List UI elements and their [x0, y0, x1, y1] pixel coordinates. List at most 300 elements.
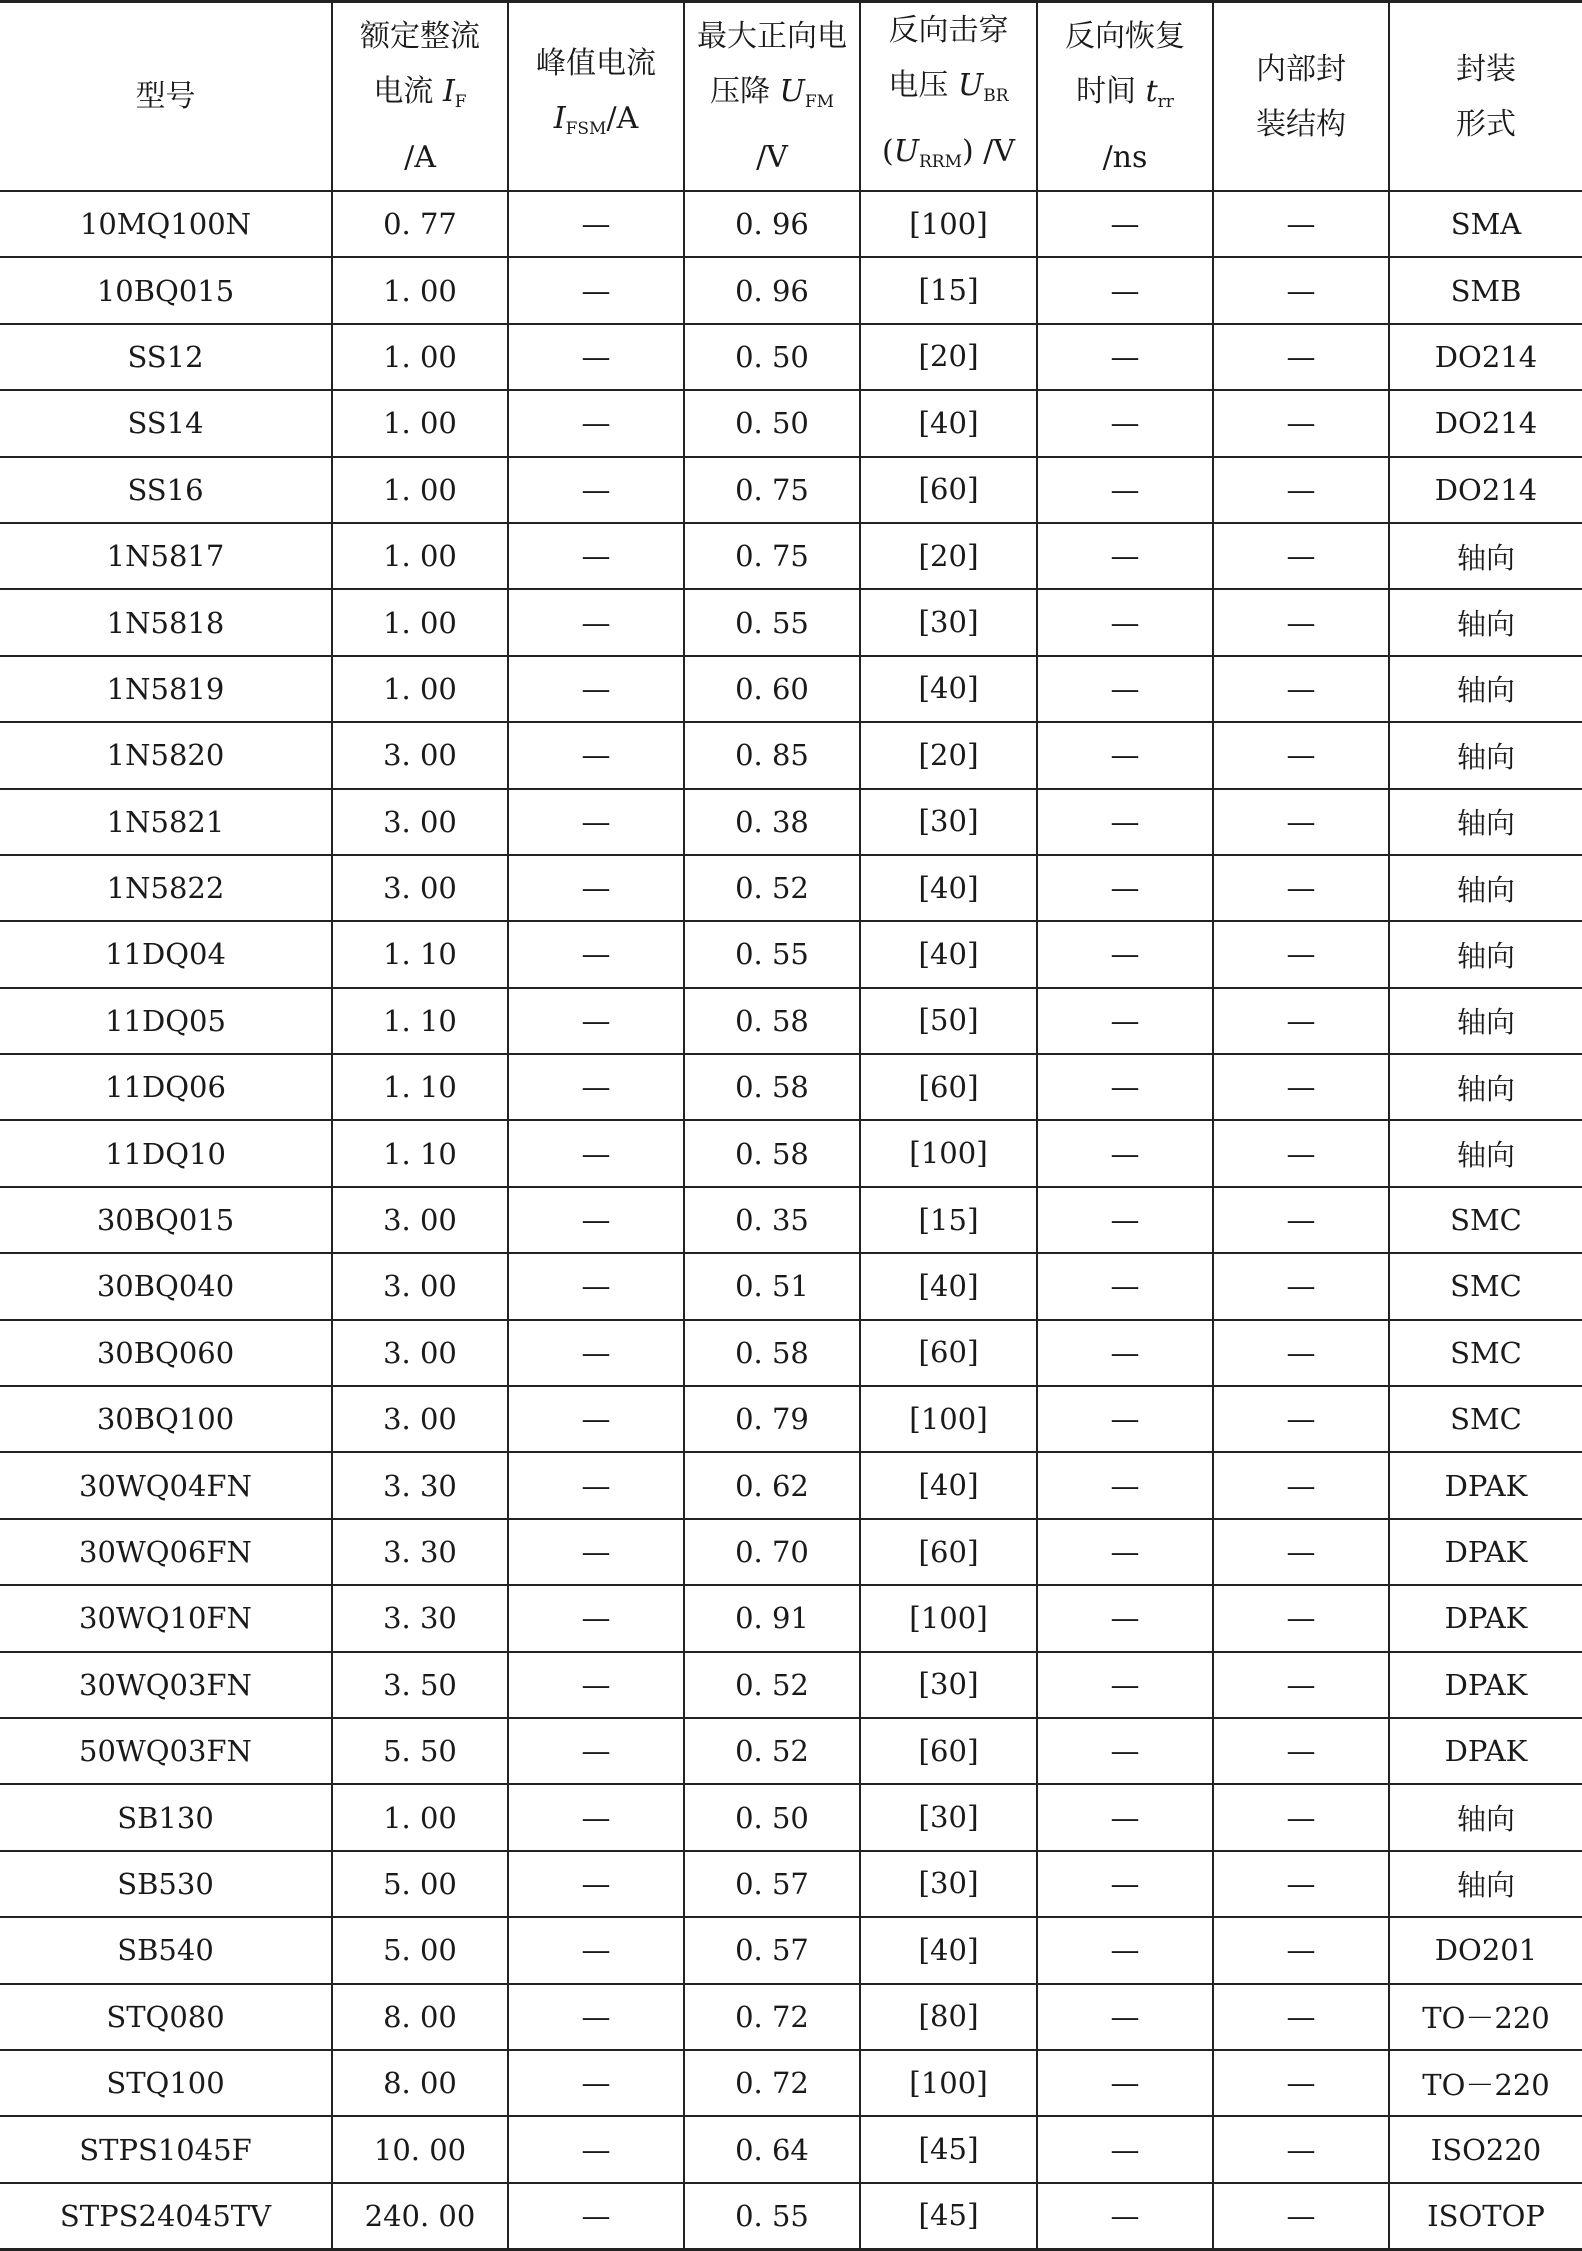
cell-recovery-time-value: — [1110, 1335, 1140, 1370]
cell-model [0, 390, 332, 456]
cell-internal-structure [1213, 988, 1389, 1054]
cell-rated-current [332, 324, 508, 390]
table-row [0, 257, 1582, 323]
cell-internal-structure-value: — [1286, 539, 1316, 574]
cell-rated-current [332, 390, 508, 456]
cell-model [0, 1652, 332, 1718]
cell-recovery-time [1037, 1784, 1213, 1850]
cell-rated-current-value: 5. 00 [383, 1866, 457, 1901]
cell-rated-current-value: 3. 00 [383, 1335, 457, 1370]
cell-peak-current [508, 1386, 684, 1452]
cell-peak-current-value: — [581, 273, 611, 308]
cell-peak-current-value: — [581, 2132, 611, 2167]
bracket-open: [ [918, 273, 931, 309]
bracket-close: ] [966, 1069, 979, 1105]
bracket-close: ] [966, 1202, 979, 1238]
cell-peak-current [508, 1784, 684, 1850]
cell-peak-current-value: — [581, 1535, 611, 1569]
header-package-line2: 形式 [1456, 106, 1516, 142]
subscript: F [454, 91, 467, 112]
breakdown-voltage-value: 60 [930, 1534, 967, 1569]
bracket-open: [ [909, 2065, 921, 2101]
cell-recovery-time-value: — [1110, 1203, 1140, 1238]
cell-peak-current-value: — [581, 605, 611, 640]
cell-package [1389, 1320, 1582, 1386]
cell-forward-voltage [684, 1718, 860, 1784]
bracket-close: ] [966, 1335, 979, 1371]
cell-internal-structure [1213, 656, 1389, 722]
cell-peak-current [508, 789, 684, 855]
subscript: FSM [565, 119, 607, 139]
breakdown-voltage-value: 100 [920, 1136, 977, 1171]
table-row [0, 324, 1582, 390]
cell-model-value: SB540 [117, 1933, 214, 1968]
cell-internal-structure [1213, 324, 1389, 390]
cell-model [0, 523, 332, 589]
header-peak-current-line2 [509, 91, 683, 157]
table-row [0, 1984, 1582, 2050]
cell-recovery-time [1037, 1917, 1213, 1983]
cell-recovery-time-value: — [1110, 2132, 1140, 2167]
cell-package-value: DPAK [1444, 1667, 1528, 1702]
cell-recovery-time-value: — [1110, 1136, 1140, 1171]
cell-package [1389, 1253, 1582, 1319]
breakdown-voltage-value: 100 [920, 1600, 977, 1635]
cell-internal-structure [1213, 855, 1389, 921]
cell-recovery-time-value: — [1110, 1535, 1140, 1569]
cell-rated-current-value: 8. 00 [383, 2066, 457, 2101]
cell-model-value: SS12 [127, 339, 204, 374]
cell-rated-current [332, 1054, 508, 1120]
cell-rated-current [332, 191, 508, 257]
cell-forward-voltage [684, 324, 860, 390]
cell-rated-current [332, 2116, 508, 2182]
cell-internal-structure [1213, 2050, 1389, 2116]
table-row [0, 589, 1582, 655]
cell-internal-structure-value: — [1286, 1601, 1316, 1636]
breakdown-voltage-value: 80 [930, 1999, 967, 2034]
cell-peak-current [508, 1984, 684, 2050]
cell-model [0, 722, 332, 788]
cell-recovery-time [1037, 921, 1213, 987]
cell-rated-current-value: 3. 00 [383, 1269, 457, 1304]
cell-rated-current-value: 3. 50 [383, 1667, 457, 1702]
cell-model [0, 656, 332, 722]
breakdown-voltage-value: 60 [930, 1733, 967, 1768]
cell-model [0, 921, 332, 987]
breakdown-voltage-value: 40 [930, 405, 967, 440]
cell-peak-current-value: — [581, 207, 611, 242]
cell-package [1389, 2050, 1582, 2116]
cell-recovery-time [1037, 1054, 1213, 1120]
cell-breakdown-voltage [860, 1851, 1037, 1917]
cell-forward-voltage [684, 191, 860, 257]
cell-package [1389, 257, 1582, 323]
breakdown-voltage-value: 30 [930, 1800, 967, 1835]
cell-breakdown-voltage [860, 1652, 1037, 1718]
cell-recovery-time-value: — [1110, 1999, 1140, 2034]
cell-package-value: DPAK [1444, 1734, 1528, 1769]
cell-peak-current-value: — [581, 1468, 611, 1503]
cell-recovery-time-value: — [1110, 339, 1140, 374]
header-forward-voltage-unit: /V [756, 139, 788, 175]
table-row [0, 1452, 1582, 1518]
cell-recovery-time-value: — [1110, 2198, 1140, 2233]
cell-model [0, 1120, 332, 1186]
cell-breakdown-voltage [860, 1984, 1037, 2050]
cell-recovery-time [1037, 457, 1213, 523]
cell-rated-current [332, 1784, 508, 1850]
cell-peak-current-value: — [581, 738, 611, 773]
cell-recovery-time [1037, 2116, 1213, 2182]
bracket-close: ] [966, 2132, 979, 2168]
header-rated-current-line2 [333, 64, 507, 130]
cell-peak-current-value: — [581, 1999, 611, 2034]
bracket-open: [ [918, 538, 931, 574]
cell-breakdown-voltage [860, 191, 1037, 257]
cell-package [1389, 855, 1582, 921]
cell-forward-voltage [684, 855, 860, 921]
cell-forward-voltage-value: 0. 85 [735, 738, 809, 773]
cell-rated-current-value: 1. 00 [383, 671, 457, 706]
cell-peak-current [508, 1519, 684, 1585]
cell-rated-current [332, 988, 508, 1054]
breakdown-voltage-value: 100 [920, 1401, 977, 1436]
breakdown-voltage-value: 30 [930, 1667, 967, 1702]
cell-recovery-time-value: — [1110, 1800, 1140, 1835]
cell-recovery-time-value: — [1110, 1734, 1140, 1769]
bracket-open: [ [918, 1999, 931, 2035]
header-rated-current-line1: 额定整流 [360, 18, 480, 54]
cell-rated-current-value: 1. 00 [383, 339, 457, 374]
subscript: RRM [918, 152, 962, 172]
cell-recovery-time [1037, 324, 1213, 390]
header-peak-current-line1: 峰值电流 [536, 46, 656, 81]
cell-model-value: 30WQ04FN [79, 1468, 252, 1503]
cell-model [0, 589, 332, 655]
cell-peak-current-value: — [581, 1800, 611, 1835]
cell-package-value: 轴向 [1456, 1802, 1515, 1837]
cell-breakdown-voltage [860, 1120, 1037, 1186]
table-row [0, 457, 1582, 523]
cell-peak-current [508, 589, 684, 655]
cell-rated-current [332, 1519, 508, 1585]
cell-forward-voltage [684, 257, 860, 323]
bracket-open: [ [909, 1401, 921, 1437]
cell-internal-structure-value: — [1286, 1999, 1316, 2034]
cell-breakdown-voltage [860, 457, 1037, 523]
cell-internal-structure-value: — [1286, 1136, 1316, 1171]
table-row [0, 523, 1582, 589]
bracket-close: ] [976, 1401, 988, 1437]
cell-breakdown-voltage [860, 589, 1037, 655]
bracket-close: ] [966, 1268, 979, 1304]
cell-recovery-time-value: — [1110, 1269, 1140, 1304]
cell-model [0, 257, 332, 323]
cell-rated-current [332, 656, 508, 722]
table-row [0, 1652, 1582, 1718]
cell-forward-voltage-value: 0. 50 [735, 406, 809, 441]
cell-forward-voltage [684, 1917, 860, 1983]
cell-internal-structure-value: — [1286, 1468, 1316, 1503]
cell-peak-current [508, 1718, 684, 1784]
cell-breakdown-voltage [860, 722, 1037, 788]
cell-breakdown-voltage [860, 1320, 1037, 1386]
cell-package [1389, 1054, 1582, 1120]
cell-internal-structure-value: — [1286, 2198, 1316, 2233]
cell-forward-voltage [684, 1984, 860, 2050]
cell-rated-current [332, 789, 508, 855]
breakdown-voltage-value: 60 [930, 1069, 967, 1104]
cell-peak-current-value: — [581, 1003, 611, 1038]
table-row [0, 1187, 1582, 1253]
bracket-open: [ [918, 2198, 931, 2234]
bracket-close: ] [966, 1932, 979, 1968]
bracket-close: ] [966, 273, 979, 309]
bracket-close: ] [966, 1999, 979, 2035]
cell-package-value: 轴向 [1456, 872, 1515, 907]
cell-internal-structure [1213, 921, 1389, 987]
cell-forward-voltage [684, 589, 860, 655]
cell-breakdown-voltage [860, 523, 1037, 589]
cell-model-value: 30WQ10FN [79, 1601, 252, 1636]
cell-package-value: 轴向 [1456, 673, 1515, 708]
cell-internal-structure-value: — [1286, 1800, 1316, 1835]
cell-forward-voltage-value: 0. 38 [735, 804, 809, 839]
cell-internal-structure-value: — [1286, 1203, 1316, 1238]
header-recovery-time [1037, 2, 1213, 192]
cell-internal-structure-value: — [1286, 406, 1316, 441]
cell-package-value: DO201 [1434, 1933, 1538, 1968]
cell-peak-current [508, 191, 684, 257]
cell-rated-current [332, 589, 508, 655]
breakdown-voltage-value: 40 [930, 936, 967, 971]
cell-rated-current [332, 523, 508, 589]
cell-recovery-time [1037, 1187, 1213, 1253]
cell-package [1389, 589, 1582, 655]
cell-internal-structure [1213, 457, 1389, 523]
table-row [0, 1585, 1582, 1651]
bracket-open: [ [918, 605, 931, 641]
breakdown-voltage-value: 30 [930, 1866, 967, 1901]
cell-recovery-time [1037, 1851, 1213, 1917]
table-body [0, 191, 1582, 2249]
cell-internal-structure-value: — [1286, 1269, 1316, 1304]
cell-peak-current-value: — [581, 339, 611, 374]
header-package-line1: 封装 [1456, 51, 1516, 87]
cell-package-value: DPAK [1444, 1535, 1528, 1569]
cell-package [1389, 1784, 1582, 1850]
cell-forward-voltage-value: 0. 50 [735, 339, 809, 374]
cell-model-value: 1N5818 [106, 605, 225, 640]
cell-internal-structure-value: — [1286, 605, 1316, 640]
cell-model-value: 1N5817 [106, 539, 225, 574]
header-text: 压降 [709, 73, 780, 109]
cell-peak-current [508, 1054, 684, 1120]
cell-peak-current-value: — [581, 539, 611, 574]
cell-package-value: DPAK [1444, 1468, 1528, 1503]
cell-model [0, 2116, 332, 2182]
header-breakdown-voltage-line1: 反向击穿 [888, 13, 1009, 48]
cell-model [0, 2183, 332, 2249]
cell-package-value: SMC [1450, 1203, 1522, 1238]
cell-model [0, 1320, 332, 1386]
cell-recovery-time-value: — [1110, 1402, 1140, 1437]
bracket-close: ] [966, 1733, 979, 1769]
bracket-open: [ [918, 1268, 931, 1304]
cell-internal-structure [1213, 722, 1389, 788]
cell-model-value: 10BQ015 [96, 273, 235, 308]
cell-package [1389, 1519, 1582, 1585]
bracket-close: ] [966, 1534, 979, 1570]
cell-package [1389, 1851, 1582, 1917]
table-row [0, 191, 1582, 257]
bracket-close: ] [966, 737, 979, 773]
cell-model-value: SS14 [127, 406, 204, 441]
cell-recovery-time [1037, 1519, 1213, 1585]
cell-package-value: DO214 [1434, 406, 1538, 441]
cell-forward-voltage [684, 457, 860, 523]
cell-rated-current [332, 457, 508, 523]
table-row [0, 1851, 1582, 1917]
cell-rated-current-value: 1. 00 [383, 273, 457, 308]
cell-model [0, 1718, 332, 1784]
cell-peak-current-value: — [581, 1136, 611, 1171]
cell-internal-structure [1213, 1718, 1389, 1784]
cell-package [1389, 523, 1582, 589]
breakdown-voltage-value: 40 [930, 1932, 967, 1967]
cell-peak-current [508, 2050, 684, 2116]
cell-model-value: 11DQ05 [105, 1003, 226, 1038]
cell-peak-current [508, 1652, 684, 1718]
cell-recovery-time [1037, 257, 1213, 323]
cell-rated-current-value: 1. 00 [383, 472, 457, 507]
cell-internal-structure-value: — [1286, 871, 1316, 906]
cell-model [0, 457, 332, 523]
cell-model [0, 855, 332, 921]
cell-forward-voltage-value: 0. 72 [735, 2066, 809, 2101]
cell-model-value: 1N5820 [106, 738, 225, 773]
cell-model [0, 1253, 332, 1319]
cell-rated-current [332, 1320, 508, 1386]
bracket-open: [ [918, 936, 931, 972]
cell-package-value: 轴向 [1456, 607, 1515, 642]
cell-model [0, 1851, 332, 1917]
cell-rated-current-value: 3. 30 [383, 1601, 457, 1636]
symbol: U [779, 73, 805, 109]
bracket-open: [ [918, 472, 931, 508]
bracket-close: ] [966, 671, 979, 707]
cell-package [1389, 1585, 1582, 1651]
cell-internal-structure-value: — [1286, 1933, 1316, 1968]
bracket-close: ] [966, 1866, 979, 1902]
header-text: 电压 [888, 68, 958, 103]
cell-internal-structure [1213, 1253, 1389, 1319]
cell-rated-current [332, 1253, 508, 1319]
cell-model-value: SB130 [117, 1800, 214, 1835]
cell-peak-current [508, 988, 684, 1054]
breakdown-voltage-value: 20 [930, 737, 967, 772]
cell-model [0, 789, 332, 855]
breakdown-voltage-value: 15 [930, 1202, 967, 1237]
cell-forward-voltage [684, 390, 860, 456]
cell-package-value: ISO220 [1430, 2132, 1542, 2167]
cell-recovery-time-value: — [1110, 1866, 1140, 1901]
unit: /A [606, 101, 639, 136]
cell-recovery-time-value: — [1110, 273, 1140, 308]
cell-forward-voltage-value: 0. 57 [735, 1933, 809, 1968]
cell-peak-current-value: — [581, 472, 611, 507]
cell-forward-voltage-value: 0. 55 [735, 2198, 809, 2233]
table-row [0, 1120, 1582, 1186]
cell-model-value: 1N5819 [106, 671, 225, 706]
cell-forward-voltage-value: 0. 51 [735, 1269, 809, 1304]
header-rated-current-unit: /A [404, 139, 436, 175]
cell-model [0, 1187, 332, 1253]
header-package [1389, 2, 1582, 192]
cell-rated-current [332, 1718, 508, 1784]
table-row [0, 921, 1582, 987]
bracket-open: [ [918, 1667, 931, 1703]
cell-model [0, 191, 332, 257]
cell-model [0, 1984, 332, 2050]
symbol: I [553, 101, 566, 136]
cell-recovery-time-value: — [1110, 2066, 1140, 2101]
cell-rated-current-value: 1. 10 [383, 1136, 457, 1171]
cell-forward-voltage-value: 0. 52 [735, 1667, 809, 1702]
cell-model [0, 1386, 332, 1452]
cell-rated-current [332, 1851, 508, 1917]
cell-breakdown-voltage [860, 1784, 1037, 1850]
header-model [0, 2, 332, 192]
cell-package-value: 轴向 [1456, 938, 1515, 973]
cell-rated-current [332, 1917, 508, 1983]
cell-breakdown-voltage [860, 1253, 1037, 1319]
cell-rated-current [332, 1652, 508, 1718]
breakdown-voltage-value: 60 [930, 472, 967, 507]
cell-package [1389, 988, 1582, 1054]
cell-peak-current-value: — [581, 1269, 611, 1304]
cell-package-value: TO－220 [1422, 2067, 1550, 2102]
cell-forward-voltage-value: 0. 72 [735, 1999, 809, 2034]
cell-internal-structure-value: — [1286, 1003, 1316, 1038]
header-breakdown-voltage [860, 2, 1037, 192]
cell-peak-current-value: — [581, 2198, 611, 2233]
cell-internal-structure [1213, 1187, 1389, 1253]
cell-forward-voltage [684, 1784, 860, 1850]
cell-package-value: 轴向 [1456, 739, 1515, 774]
breakdown-voltage-value: 20 [930, 538, 967, 573]
cell-forward-voltage [684, 1851, 860, 1917]
cell-peak-current [508, 656, 684, 722]
bracket-open: [ [918, 1733, 931, 1769]
cell-internal-structure [1213, 257, 1389, 323]
cell-internal-structure [1213, 1054, 1389, 1120]
cell-package [1389, 722, 1582, 788]
cell-breakdown-voltage [860, 257, 1037, 323]
table-row [0, 1386, 1582, 1452]
cell-forward-voltage-value: 0. 52 [735, 871, 809, 906]
cell-package-value: TO－220 [1422, 2001, 1550, 2036]
bracket-open: [ [918, 405, 931, 441]
cell-peak-current-value: — [581, 1335, 611, 1370]
bracket-close: ] [966, 870, 979, 906]
cell-package [1389, 1386, 1582, 1452]
cell-model [0, 1452, 332, 1518]
cell-recovery-time-value: — [1110, 605, 1140, 640]
cell-package [1389, 1187, 1582, 1253]
cell-peak-current [508, 1253, 684, 1319]
